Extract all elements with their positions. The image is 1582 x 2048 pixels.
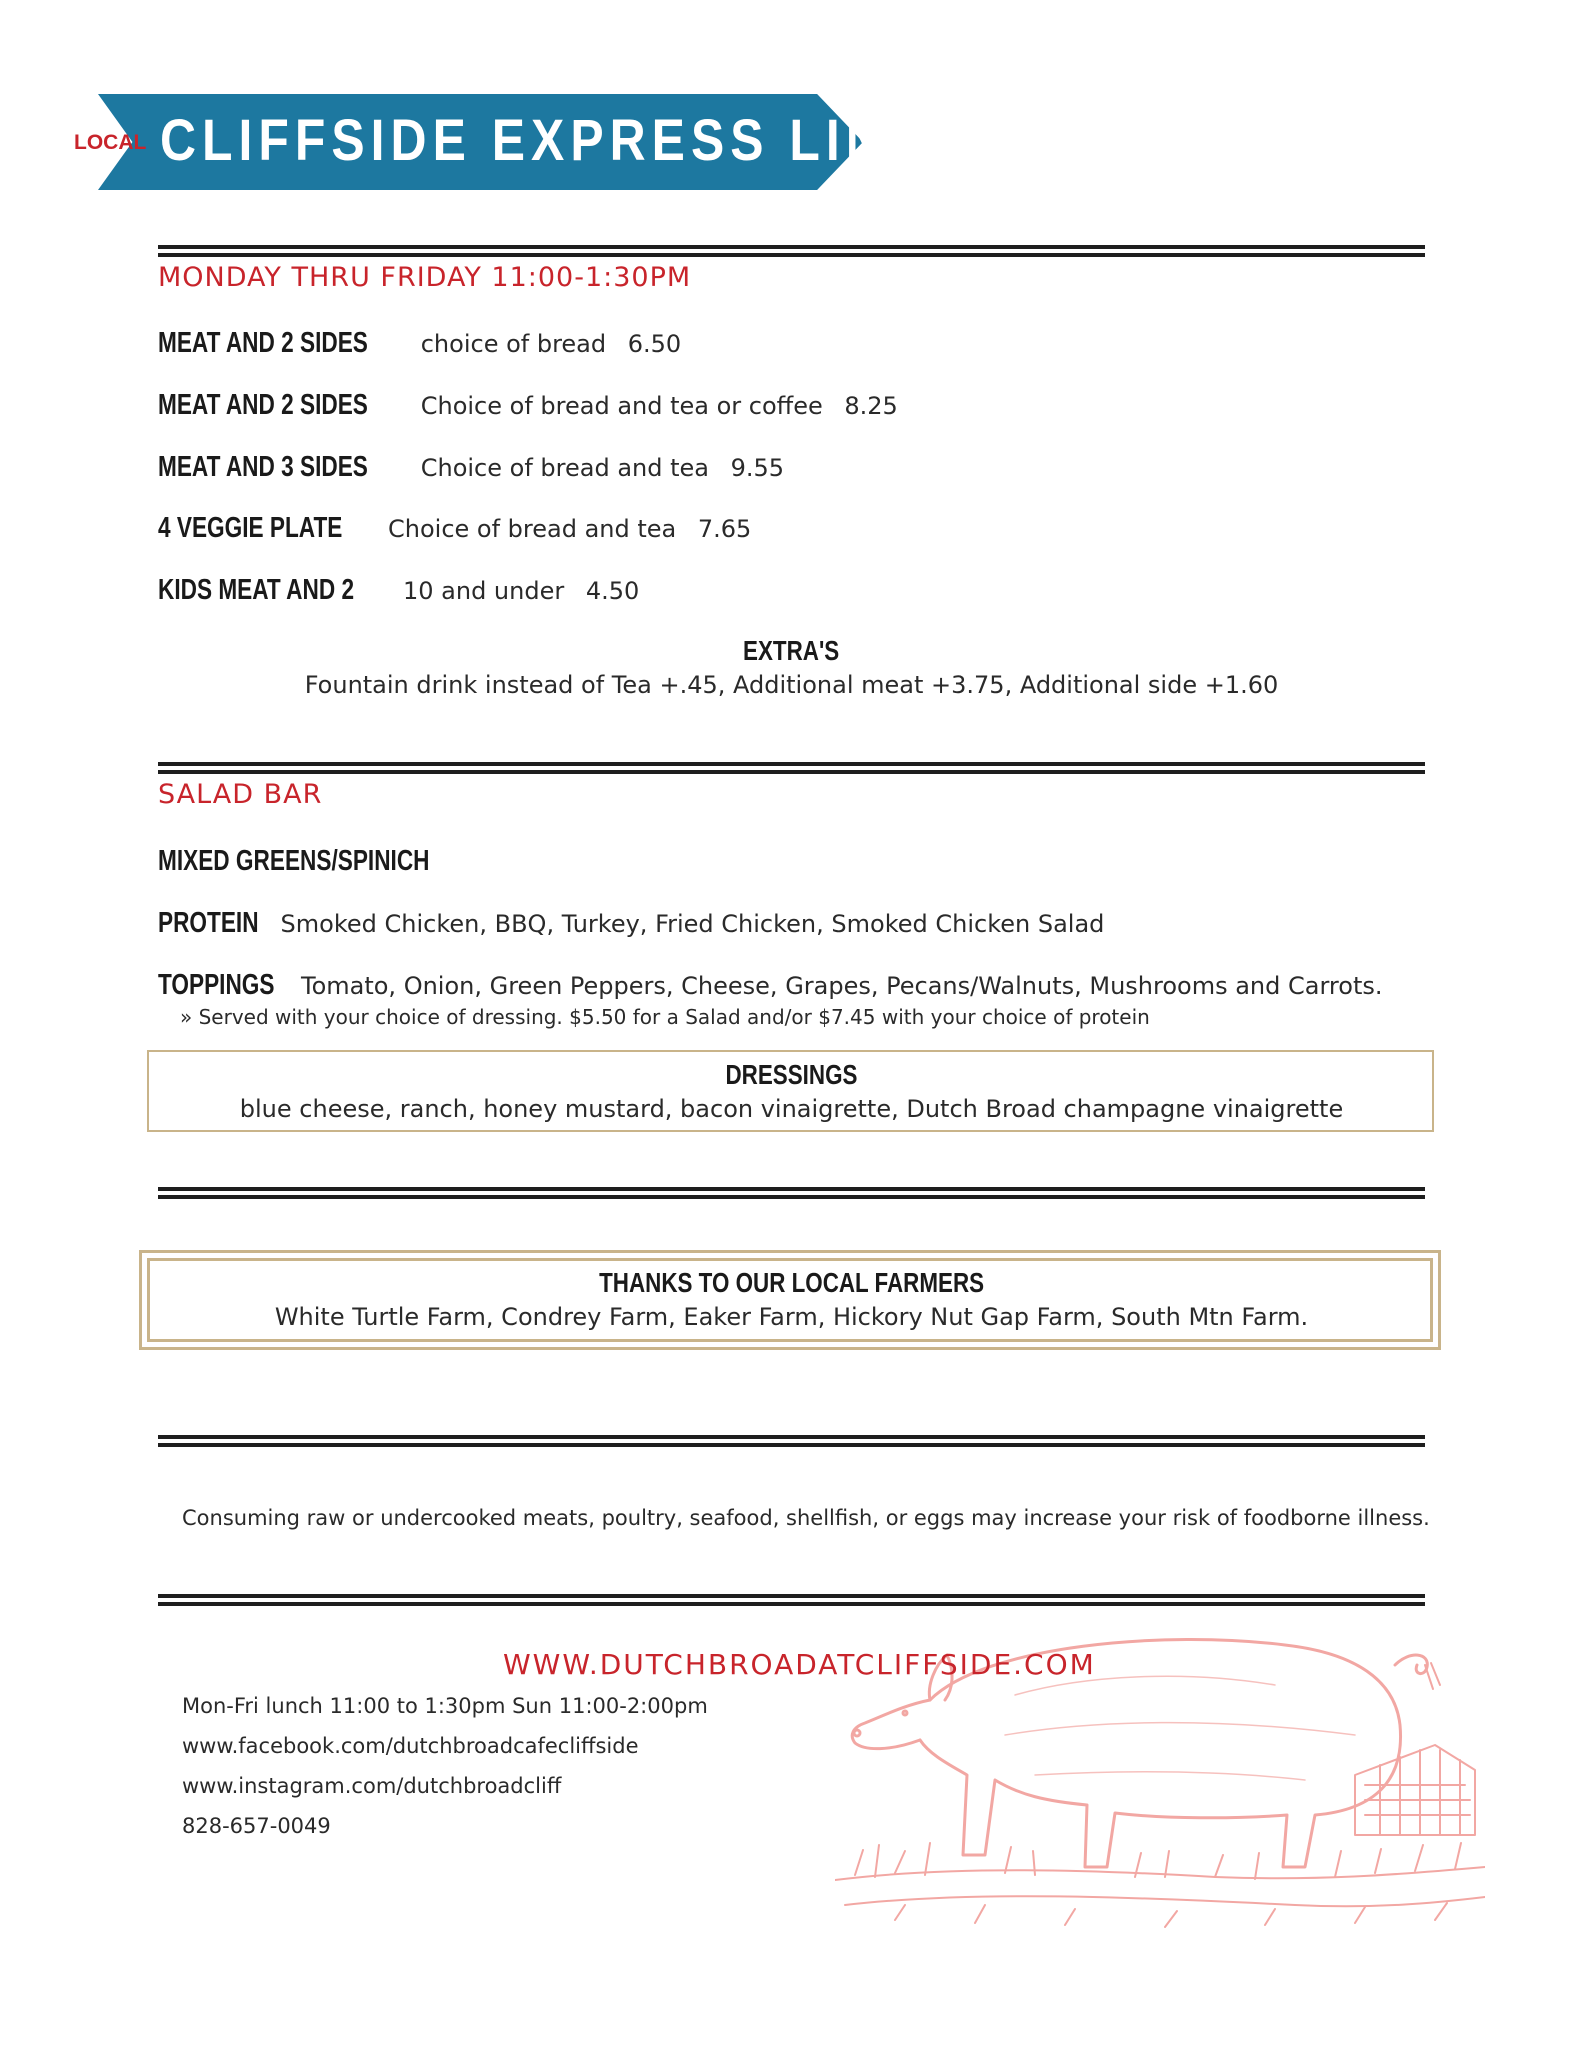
farmers-text: White Turtle Farm, Condrey Farm, Eaker Farm, Hickory Nut Gap Farm, South Mtn Farm. bbox=[274, 1303, 1309, 1331]
extras-title: EXTRA'S bbox=[743, 635, 840, 666]
menu-item-price: 9.55 bbox=[730, 454, 785, 482]
salad-note: » Served with your choice of dressing. $5.50 for a Salad and/or $7.45 with your choice of protein bbox=[180, 1005, 1150, 1029]
instagram-link[interactable]: www.instagram.com/dutchbroadcliff bbox=[182, 1774, 562, 1798]
menu-item bbox=[158, 388, 898, 423]
lunch-heading: MONDAY THRU FRIDAY 11:00-1:30PM bbox=[158, 262, 692, 293]
farmers-block bbox=[158, 1266, 1425, 1334]
menu-item-name: MEAT AND 3 SIDES bbox=[158, 451, 368, 483]
menu-item-desc: Choice of bread and tea or coffee bbox=[420, 392, 823, 420]
menu-item-desc: choice of bread bbox=[420, 330, 607, 358]
dressings-title: DRESSINGS bbox=[725, 1059, 858, 1090]
menu-item bbox=[158, 573, 639, 608]
menu-item-name: MEAT AND 2 SIDES bbox=[158, 327, 368, 359]
toppings-label: TOPPINGS bbox=[158, 969, 275, 1001]
menu-item bbox=[158, 326, 681, 361]
menu-item-name: MEAT AND 2 SIDES bbox=[158, 389, 368, 421]
menu-item-price: 6.50 bbox=[627, 330, 682, 358]
food-safety-warning: Consuming raw or undercooked meats, poultry, seafood, shellfish, or eggs may increase your risk of foodborne illness. bbox=[182, 1506, 1430, 1530]
section-divider bbox=[158, 245, 1425, 257]
section-divider bbox=[158, 1187, 1425, 1199]
menu-item-price: 4.50 bbox=[585, 577, 640, 605]
salad-toppings bbox=[158, 968, 1382, 1003]
farmers-title: THANKS TO OUR LOCAL FARMERS bbox=[599, 1267, 984, 1298]
salad-bar-heading: SALAD BAR bbox=[158, 779, 323, 810]
menu-item-desc: 10 and under bbox=[402, 577, 565, 605]
menu-item-price: 7.65 bbox=[697, 515, 752, 543]
salad-greens-label: MIXED GREENS/SPINICH bbox=[158, 845, 430, 877]
extras-text: Fountain drink instead of Tea +.45, Additional meat +3.75, Additional side +1.60 bbox=[304, 671, 1279, 699]
facebook-link[interactable]: www.facebook.com/dutchbroadcafecliffside bbox=[182, 1734, 639, 1758]
extras-block bbox=[158, 634, 1425, 702]
dressings-block bbox=[158, 1058, 1425, 1126]
menu-item-desc: Choice of bread and tea bbox=[388, 515, 677, 543]
menu-item-name: KIDS MEAT AND 2 bbox=[158, 574, 355, 606]
menu-item-name: 4 VEGGIE PLATE bbox=[158, 512, 343, 544]
protein-text: Smoked Chicken, BBQ, Turkey, Fried Chicken, Smoked Chicken Salad bbox=[280, 910, 1105, 938]
local-tag: LOCAL bbox=[74, 131, 147, 154]
phone-number: 828-657-0049 bbox=[182, 1814, 331, 1838]
salad-greens bbox=[158, 844, 492, 879]
salad-protein bbox=[158, 906, 1104, 941]
section-divider bbox=[158, 762, 1425, 774]
menu-item-desc: Choice of bread and tea bbox=[420, 454, 709, 482]
page-title: CLIFFSIDE EXPRESS LINE bbox=[160, 108, 928, 173]
hours-text: Mon-Fri lunch 11:00 to 1:30pm Sun 11:00-2:00pm bbox=[182, 1694, 708, 1718]
menu-item-price: 8.25 bbox=[844, 392, 898, 420]
menu-item bbox=[158, 511, 751, 546]
toppings-text: Tomato, Onion, Green Peppers, Cheese, Grapes, Pecans/Walnuts, Mushrooms and Carrots. bbox=[300, 972, 1383, 1000]
protein-label: PROTEIN bbox=[158, 907, 259, 939]
website-link[interactable]: WWW.DUTCHBROADATCLIFFSIDE.COM bbox=[503, 1648, 1096, 1681]
menu-item bbox=[158, 450, 784, 485]
section-divider bbox=[158, 1435, 1425, 1447]
dressings-text: blue cheese, ranch, honey mustard, bacon vinaigrette, Dutch Broad champagne vinaigrette bbox=[239, 1095, 1344, 1123]
